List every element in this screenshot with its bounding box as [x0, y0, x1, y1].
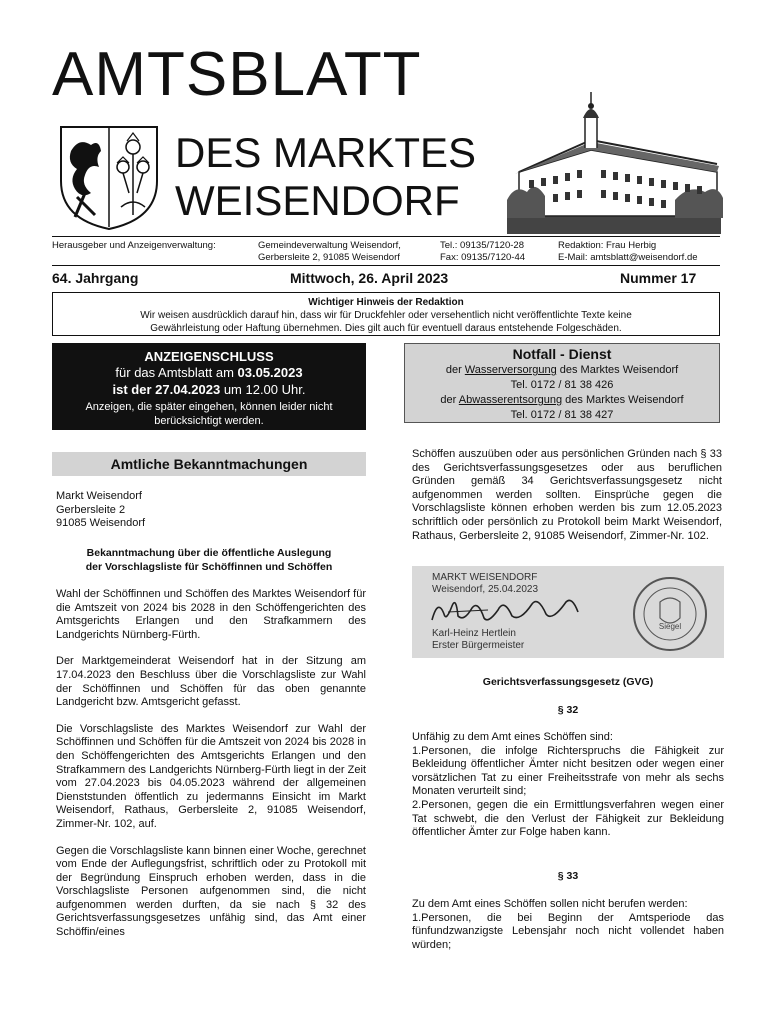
official-seal-icon — [630, 574, 710, 654]
masthead-title: AMTSBLATT — [52, 40, 422, 109]
issue-date: Mittwoch, 26. April 2023 — [290, 270, 449, 286]
section-32-text: Unfähig zu dem Amt eines Schöffen sind: 1.Personen, die infolge Richterspruchs die Fähigkeit zur Bekleidung öffentlicher Ämter nicht besitzen oder wegen einer vorsätzlichen Tat zu einer Freiheitsstrafe von mehr als sechs Monaten verurteilt sind; 2.Personen, gegen die ein Ermittlungsverfahren wegen einer Tat schwebt, die den Verlust der Fähigkeit zur Bekleidung öffentlicher Ämter zur Folge haben kann. — [412, 731, 724, 839]
signature-icon — [428, 592, 588, 628]
emergency-service-title: Notfall - Dienst — [512, 346, 612, 362]
paragraph: Gegen die Vorschlagsliste kann binnen einer Woche, gerechnet vom Ende der Auflegungsfrist, schriftlich oder zu Protokoll mit der Begründung Einspruch erhoben werden, dass in die Vorschlagsliste Personen aufgenommen sind, die nicht aufgenommen werden durften, da sie nach § 32 des Gerichtsverfassungsgesetzes unfähig sind, das Amt einer Schöffin/eines — [56, 844, 366, 939]
seal-label: Siegel — [658, 622, 682, 631]
section-33-heading: § 33 — [557, 870, 579, 882]
ad-deadline-note-line1: Anzeigen, die später eingehen, können leider nicht — [85, 401, 333, 413]
editorial-notice-line1: Wir weisen ausdrücklich darauf hin, dass wir für Druckfehler oder versehentlich nicht veröffentlichte Texte keine — [140, 310, 632, 321]
emergency-water-tel: Tel. 0172 / 81 38 426 — [510, 379, 614, 391]
masthead-subtitle: DES MARKTES — [175, 129, 477, 176]
publisher-label: Herausgeber und Anzeigenverwaltung: — [52, 240, 216, 251]
publisher-address-line1: Gemeindeverwaltung Weisendorf, — [258, 240, 401, 251]
issue-volume: 64. Jahrgang — [52, 270, 139, 286]
editorial-notice-line2: Gewährleistung oder Haftung übernehmen. Dies gilt auch für eventuell daraus entstehende Folgeschäden. — [150, 323, 622, 334]
gvg-title: Gerichtsverfassungsgesetz (GVG) — [482, 676, 654, 688]
paragraph: Wahl der Schöffinnen und Schöffen des Marktes Weisendorf für die Amtszeit von 2024 bis 2028 in den Schöffengerichten des Amtsgerichts Erlangen und den Strafkammern des Landgerichts Nürnberg-Fürth. — [56, 588, 366, 641]
issue-number: Nummer 17 — [620, 270, 697, 286]
emergency-service-box — [404, 343, 720, 423]
castle-illustration-icon — [505, 88, 723, 234]
paragraph: Die Vorschlagsliste des Marktes Weisendorf zur Wahl der Schöffinnen und Schöffen für die Amtszeit von 2024 bis 2028 in den Schöffengerichten des Amtsgerichts Erlangen und den Strafkammern des Landgerichts Nürnberg-Fürth liegt in der Zeit vom 27.04.2023 bis 04.05.2023 während der allgemeinen Dienststunden öffentlich zu jedermanns Einsicht im Markt Weisendorf, Rathaus, Gerbersleite 2, 91085 Weisendorf, Zimmer-Nr. 102, auf. — [56, 722, 366, 830]
header-divider — [52, 236, 720, 237]
publisher-fax: Fax: 09135/7120-44 — [440, 252, 526, 263]
left-column-text — [56, 588, 366, 940]
ad-deadline-line1: für das Amtsblatt am 03.05.2023 — [115, 365, 303, 380]
emergency-sewage-line: der Abwasserentsorgung des Marktes Weisendorf — [440, 394, 684, 406]
masthead-town: WEISENDORF — [175, 177, 460, 224]
ad-deadline-line2: ist der 27.04.2023 um 12.00 Uhr. — [112, 382, 306, 397]
announcement-heading: Bekanntmachung über die öffentliche Auslegung der Vorschlagsliste für Schöffinnen und Schöffen — [85, 547, 333, 573]
publisher-tel: Tel.: 09135/7120-28 — [440, 240, 524, 251]
emergency-sewage-tel: Tel. 0172 / 81 38 427 — [510, 409, 614, 421]
sender-address: Markt Weisendorf Gerbersleite 2 91085 Weisendorf — [56, 490, 146, 530]
editorial-notice-title: Wichtiger Hinweis der Redaktion — [308, 297, 464, 308]
publisher-editor: Redaktion: Frau Herbig — [558, 240, 657, 251]
ad-deadline-title: ANZEIGENSCHLUSS — [144, 349, 274, 364]
ad-deadline-note-line2: berücksichtigt werden. — [154, 415, 264, 427]
publisher-address-line2: Gerbersleite 2, 91085 Weisendorf — [258, 252, 400, 263]
section-32-heading: § 32 — [557, 704, 579, 716]
editorial-notice-box — [52, 292, 720, 336]
ad-deadline-box — [52, 343, 366, 430]
emergency-water-line: der Wasserversorgung des Marktes Weisendorf — [445, 364, 679, 376]
coat-of-arms-icon — [55, 123, 163, 231]
paragraph: Der Marktgemeinderat Weisendorf hat in der Sitzung am 17.04.2023 den Beschluss über die Vorschlagsliste zur Wahl der Schöffinnen und Schöffen für das oben genannte Landgericht bzw. Amtsgericht gefasst. — [56, 655, 366, 709]
info-divider — [52, 265, 720, 266]
right-column-text: Schöffen auszuüben oder aus persönlichen Gründen nach § 33 des Gerichtsverfassungsgesetzes oder aus beruflichen Gründen gemäß 34 Gerichtsverfassungsgesetz nicht aufgenommen werden sollten. Einsprüche gegen die Vorschlagsliste können erhoben werden bis zum 12.05.2023 schriftlich oder persönlich zu Protokoll beim Markt Weisendorf, Rathaus, Gerbersleite 2, 91085 Weisendorf, Zimmer-Nr. 102. — [412, 448, 722, 542]
section-title: Amtliche Bekanntmachungen — [52, 452, 366, 476]
section-33-text: Zu dem Amt eines Schöffen sollen nicht berufen werden: 1.Personen, die bei Beginn der Amtsperiode das fünfundzwanzigste Lebensjahr noch nicht vollendet haben würden; — [412, 898, 724, 951]
signature-stamp: MARKT WEISENDORF Weisendorf, 25.04.2023 Karl-Heinz Hertlein Erster Bürgermeister Siegel — [412, 566, 724, 658]
publisher-email: E-Mail: amtsblatt@weisendorf.de — [558, 252, 698, 263]
